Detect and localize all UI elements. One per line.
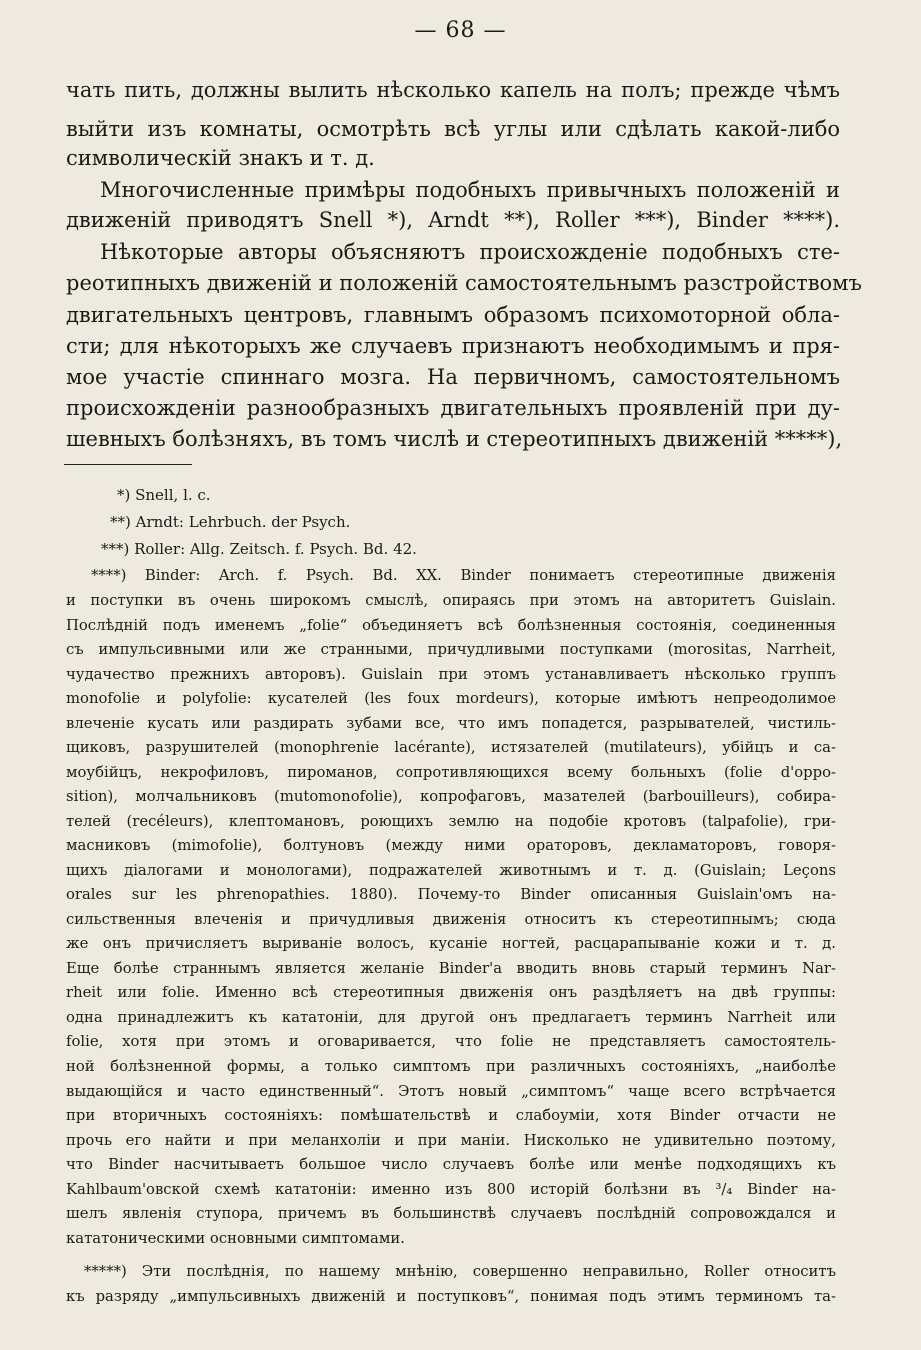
footnote-binder-line: телей (recéleurs), клептомановъ, роющихъ землю на подобіе кротовъ (talpafolie), гри- <box>66 813 836 830</box>
footnote-arndt: **) Arndt: Lehrbuch. der Psych. <box>110 513 351 531</box>
footnote-binder-line: rheit или folie. Именно всѣ стереотипныя движенія онъ раздѣляетъ на двѣ группы: <box>66 984 836 1001</box>
footnote-binder-line: моубійцъ, некрофиловъ, пироманов, сопротивляющихся всему больныхъ (folie d'oppo- <box>66 764 836 781</box>
footnote-binder-line: Еще болѣе страннымъ является желаніе Binder'а вводить вновь старый терминъ Nar- <box>66 960 836 977</box>
footnote-binder-line: Kahlbaum'овской схемѣ кататоніи: именно изъ 800 исторій болѣзни въ ³/₄ Binder на- <box>66 1181 836 1198</box>
footnote-binder-line: что Binder насчитываетъ большое число случаевъ болѣе или менѣе подходящихъ къ <box>66 1156 836 1173</box>
footnote-binder-line: чудачество прежнихъ авторовъ). Guislain при этомъ устанавливаетъ нѣсколько группъ <box>66 666 836 683</box>
body-line: Многочисленные примѣры подобныхъ привычныхъ положеній и <box>100 178 840 202</box>
footnote-binder-line: monofolie и polyfolie: кусателей (les foux mordeurs), которые имѣютъ непреодолимое <box>66 690 836 707</box>
footnote-binder-line: щиковъ, разрушителей (monophrenie lacérante), истязателей (mutilateurs), убійцъ и са- <box>66 739 836 756</box>
footnote-binder-line: ной болѣзненной формы, а только симптомъ при различныхъ состояніяхъ, „наиболѣе <box>66 1058 836 1075</box>
body-line: двигательныхъ центровъ, главнымъ образомъ психомоторной обла- <box>66 303 840 327</box>
body-line: мое участіе спиннаго мозга. На первичномъ, самостоятельномъ <box>66 365 840 389</box>
footnote-binder-line: одна принадлежитъ къ кататоніи, для другой онъ предлагаетъ терминъ Narrheit или <box>66 1009 836 1026</box>
footnote-binder-line: Послѣдній подъ именемъ „folie“ объединяетъ всѣ болѣзненныя состоянія, соединенныя <box>66 617 836 634</box>
page-number: — 68 — <box>414 18 507 43</box>
body-line: движеній приводятъ Snell *), Arndt **), Roller ***), Binder ****). <box>66 208 840 232</box>
footnote-binder-line: съ импульсивными или же странными, причудливыми поступками (morositas, Narrheit, <box>66 641 836 658</box>
footnote-binder-line: при вторичныхъ состояніяхъ: помѣшательствѣ и слабоуміи, хотя Binder отчасти не <box>66 1107 836 1124</box>
footnote-roller-impulsive: *****) Эти послѣднія, по нашему мнѣнію, совершенно неправильно, Roller относитъ <box>84 1263 836 1280</box>
footnote-binder-line: folie, хотя при этомъ и оговаривается, что folie не представляетъ самостоятель- <box>66 1033 836 1050</box>
footnote-binder-line: щихъ діалогами и монологами), подражателей животнымъ и т. д. (Guislain; Leçons <box>66 862 836 879</box>
footnote-roller-impulsive: къ разряду „импульсивныхъ движеній и поступковъ“, понимая подъ этимъ терминомъ та- <box>66 1288 836 1305</box>
footnote-binder-line: и поступки въ очень широкомъ смыслѣ, опираясь при этомъ на авторитетъ Guislain. <box>66 592 836 609</box>
footnote-binder-line: ****) Binder: Arch. f. Psych. Bd. XX. Binder понимаетъ стереотипные движенія <box>91 567 836 584</box>
footnote-binder-line: выдающійся и часто единственный“. Этотъ новый „симптомъ“ чаще всего встрѣчается <box>66 1083 836 1100</box>
footnote-binder-line: же онъ причисляетъ выриваніе волосъ, кусаніе ногтей, расцарапываніе кожи и т. д. <box>66 935 836 952</box>
body-line: происхожденіи разнообразныхъ двигательныхъ проявленій при ду- <box>66 396 840 420</box>
body-line: выйти изъ комнаты, осмотрѣть всѣ углы или сдѣлать какой-либо <box>66 117 840 141</box>
body-line: реотипныхъ движеній и положеній самостоятельнымъ разстройствомъ <box>66 271 862 295</box>
body-line: шевныхъ болѣзняхъ, въ томъ числѣ и стереотипныхъ движеній *****), <box>66 427 843 451</box>
footnote-binder-line: масниковъ (mimofolie), болтуновъ (между ними ораторовъ, декламаторовъ, говоря- <box>66 837 836 854</box>
footnote-divider <box>64 464 192 465</box>
footnote-binder-line: сильственныя влеченія и причудливыя движенія относитъ къ стереотипнымъ; сюда <box>66 911 836 928</box>
footnote-binder-line: влеченіе кусать или раздирать зубами все, что имъ попадется, разрывателей, чистиль- <box>66 715 836 732</box>
footnote-binder-line: orales sur les phrenopathies. 1880). Почему-то Binder описанныя Guislain'омъ на- <box>66 886 836 903</box>
body-line: символическій знакъ и т. д. <box>66 146 375 170</box>
body-line: Нѣкоторые авторы объясняютъ происхожденіе подобныхъ сте- <box>100 240 840 264</box>
body-line: сти; для нѣкоторыхъ же случаевъ признаютъ необходимымъ и пря- <box>66 334 840 358</box>
footnote-snell: *) Snell, l. c. <box>117 486 211 504</box>
footnote-binder-line: прочь его найти и при меланхоліи и при маніи. Нисколько не удивительно поэтому, <box>66 1132 836 1149</box>
footnote-binder-line: кататоническими основными симптомами. <box>66 1230 405 1247</box>
body-line: чать пить, должны вылить нѣсколько капель на полъ; прежде чѣмъ <box>66 78 840 102</box>
footnote-binder-line: sition), молчальниковъ (mutomonofolie), копрофаговъ, мазателей (barbouilleurs), собира- <box>66 788 836 805</box>
footnote-binder-line: шелъ явленія ступора, причемъ въ большинствѣ случаевъ послѣдній сопровождался и <box>66 1205 836 1222</box>
footnote-roller: ***) Roller: Allg. Zeitsch. f. Psych. Bd. 42. <box>101 540 417 558</box>
